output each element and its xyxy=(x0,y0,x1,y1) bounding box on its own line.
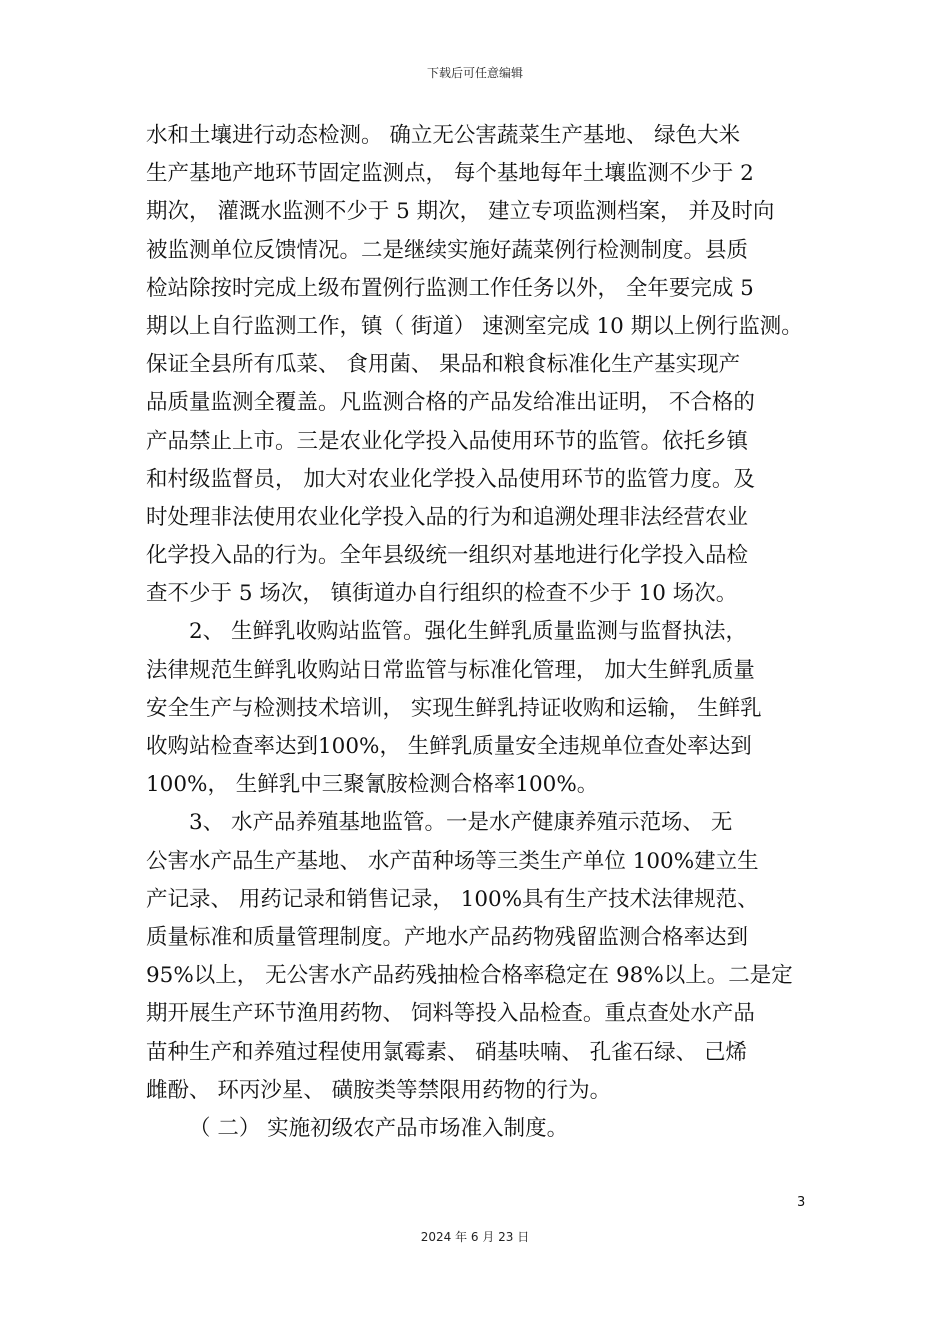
body-line: 产品禁止上市。三是农业化学投入品使用环节的监管。依托乡镇 xyxy=(146,428,749,454)
body-line: 查不少于 5 场次， 镇街道办自行组织的检查不少于 10 场次。 xyxy=(146,581,738,607)
body-line: 95%以上， 无公害水产品药残抽检合格率稳定在 98%以上。二是定 xyxy=(146,963,793,989)
body-line: 法律规范生鲜乳收购站日常监管与标准化管理， 加大生鲜乳质量 xyxy=(146,657,755,683)
section-heading: （ 二） 实施初级农产品市场准入制度。 xyxy=(189,1115,569,1141)
body-line: 苗种生产和养殖过程使用氯霉素、 硝基呋喃、 孔雀石绿、 己烯 xyxy=(146,1039,748,1065)
body-line: 和村级监督员， 加大对农业化学投入品使用环节的监管力度。及 xyxy=(146,466,755,492)
body-line: 期次， 灌溉水监测不少于 5 期次， 建立专项监测档案， 并及时向 xyxy=(146,199,775,225)
body-line: 化学投入品的行为。全年县级统一组织对基地进行化学投入品检 xyxy=(146,543,749,569)
body-line: 期以上自行监测工作，镇（ 街道） 速测室完成 10 期以上例行监测。 xyxy=(146,313,803,339)
body-line: 安全生产与检测技术培训， 实现生鲜乳持证收购和运输， 生鲜乳 xyxy=(146,695,762,721)
body-line: 雌酚、 环丙沙星、 磺胺类等禁限用药物的行为。 xyxy=(146,1077,612,1103)
body-line: 100%， 生鲜乳中三聚氰胺检测合格率100%。 xyxy=(146,772,599,798)
body-line: 收购站检查率达到100%， 生鲜乳质量安全违规单位查处率达到 xyxy=(146,734,752,759)
page-number: 3 xyxy=(797,1195,806,1210)
body-line: 保证全县所有瓜菜、 食用菌、 果品和粮食标准化生产基实现产 xyxy=(146,352,741,378)
body-line: 时处理非法使用农业化学投入品的行为和追溯处理非法经营农业 xyxy=(146,504,749,530)
body-line: 公害水产品生产基地、 水产苗种场等三类生产单位 100%建立生 xyxy=(146,848,759,874)
body-line: 产记录、 用药记录和销售记录， 100%具有生产技术法律规范、 xyxy=(146,886,759,912)
body-line: 被监测单位反馈情况。二是继续实施好蔬菜例行检测制度。县质 xyxy=(146,237,749,263)
body-line: 期开展生产环节渔用药物、 饲料等投入品检查。重点查处水产品 xyxy=(146,1001,755,1027)
body-line: 检站除按时完成上级布置例行监测工作任务以外， 全年要完成 5 xyxy=(146,275,754,301)
paragraph-start-line: 3、 水产品养殖基地监管。一是水产健康养殖示范场、 无 xyxy=(189,810,733,836)
body-line: 水和土壤进行动态检测。 确立无公害蔬菜生产基地、 绿色大米 xyxy=(146,123,741,148)
body-line: 质量标准和质量管理制度。产地水产品药物残留监测合格率达到 xyxy=(146,924,749,950)
footer-date: 2024 年 6 月 23 日 xyxy=(420,1230,530,1244)
body-line: 品质量监测全覆盖。凡监测合格的产品发给准出证明， 不合格的 xyxy=(146,390,755,416)
body-line: 生产基地产地环节固定监测点， 每个基地每年土壤监测不少于 2 xyxy=(146,161,754,187)
paragraph-start-line: 2、 生鲜乳收购站监管。强化生鲜乳质量监测与监督执法， xyxy=(189,619,748,645)
document-body xyxy=(146,117,811,1148)
page-header: 下载后可任意编辑 xyxy=(426,66,523,80)
